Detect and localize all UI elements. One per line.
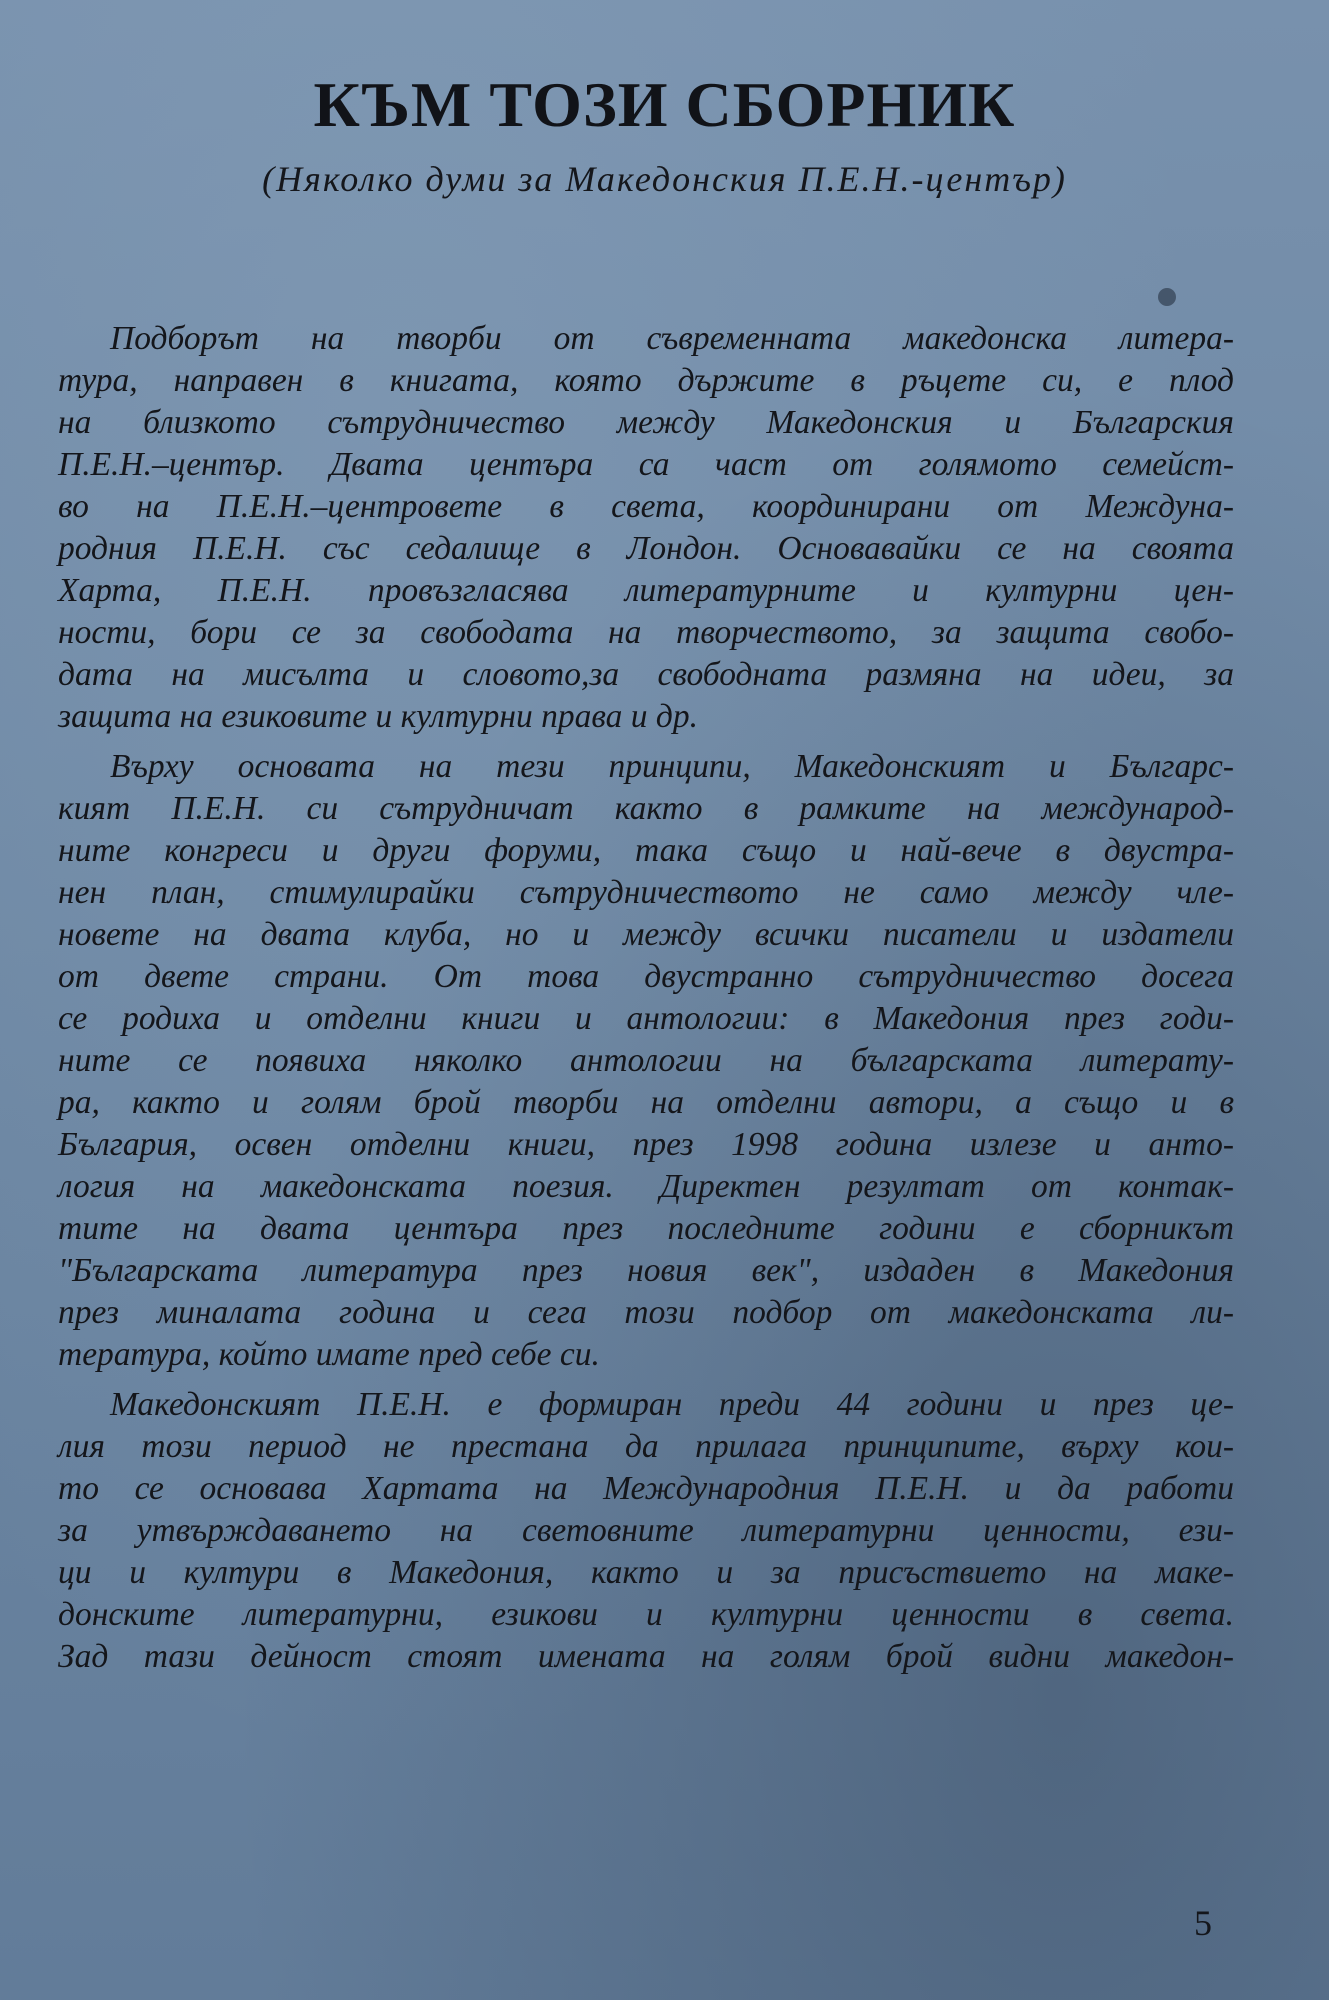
text-line: се родиха и отделни книги и антологии: в Македония през годи- — [58, 1000, 1234, 1037]
text-line: Харта, П.Е.Н. провъзгласява литературните и културни цен- — [58, 572, 1234, 609]
text-line: тература, който имате пред себе си. — [58, 1336, 600, 1373]
text-line: Подборът на творби от съвременната македонска литера- — [110, 320, 1234, 357]
text-line: ните конгреси и други форуми, така също и най-вече в двустра- — [58, 832, 1234, 869]
text-line: защита на езиковите и културни права и др. — [58, 698, 698, 735]
page-title: КЪМ ТОЗИ СБОРНИК — [313, 69, 1016, 140]
paragraph-3 — [58, 1384, 1234, 1678]
text-line: тура, направен в книгата, която държите в ръцете си, е плод — [58, 362, 1234, 399]
text-line: от двете страни. От това двустранно сътрудничество досега — [58, 958, 1234, 995]
page-subtitle: (Няколко думи за Македонския П.Е.Н.-център) — [262, 159, 1067, 199]
text-line: ци и култури в Македония, както и за присъствието на маке- — [58, 1554, 1234, 1591]
paragraph-1 — [58, 318, 1234, 738]
text-line: тите на двата центъра през последните години е сборникът — [58, 1210, 1234, 1247]
text-line: на близкото сътрудничество между Македонския и Българския — [58, 404, 1234, 441]
text-line: донските литературни, езикови и културни ценности в света. — [58, 1596, 1234, 1633]
text-line: во на П.Е.Н.–центровете в света, координирани от Междуна- — [58, 488, 1234, 525]
text-line: ните се появиха няколко антологии на българската литерату- — [58, 1042, 1234, 1079]
text-line: Македонският П.Е.Н. е формиран преди 44 години и през це- — [110, 1386, 1234, 1423]
text-line: родния П.Е.Н. със седалище в Лондон. Основавайки се на своята — [58, 530, 1234, 567]
text-line: за утвърждаването на световните литературни ценности, ези- — [58, 1512, 1234, 1549]
text-line: през миналата година и сега този подбор от македонската ли- — [58, 1294, 1234, 1331]
page-number: 5 — [1194, 1903, 1212, 1943]
ink-spot — [1158, 288, 1176, 306]
text-line: Върху основата на тези принципи, Македонският и Българс- — [110, 748, 1234, 785]
text-line: "Българската литература през новия век", издаден в Македония — [58, 1252, 1234, 1289]
paragraph-2 — [58, 746, 1234, 1376]
text-line: дата на мисълта и словото,за свободната размяна на идеи, за — [58, 656, 1234, 693]
text-line: ра, както и голям брой творби на отделни автори, а също и в — [58, 1084, 1234, 1121]
text-line: новете на двата клуба, но и между всички писатели и издатели — [58, 916, 1234, 953]
text-line: Зад тази дейност стоят имената на голям брой видни македон- — [58, 1638, 1234, 1675]
text-line: нен план, стимулирайки сътрудничеството не само между чле- — [58, 874, 1234, 911]
text-line: кият П.Е.Н. си сътрудничат както в рамките на международ- — [58, 790, 1234, 827]
text-line: България, освен отделни книги, през 1998 година излезе и анто- — [58, 1126, 1234, 1163]
text-line: ности, бори се за свободата на творчеството, за защита свобо- — [58, 614, 1234, 651]
text-line: П.Е.Н.–център. Двата центъра са част от голямото семейст- — [58, 446, 1234, 483]
body-text — [58, 318, 1234, 1686]
text-line: лия този период не престана да прилага принципите, върху кои- — [58, 1428, 1234, 1465]
text-line: логия на македонската поезия. Директен резултат от контак- — [58, 1168, 1234, 1205]
text-line: то се основава Хартата на Международния П.Е.Н. и да работи — [58, 1470, 1234, 1507]
